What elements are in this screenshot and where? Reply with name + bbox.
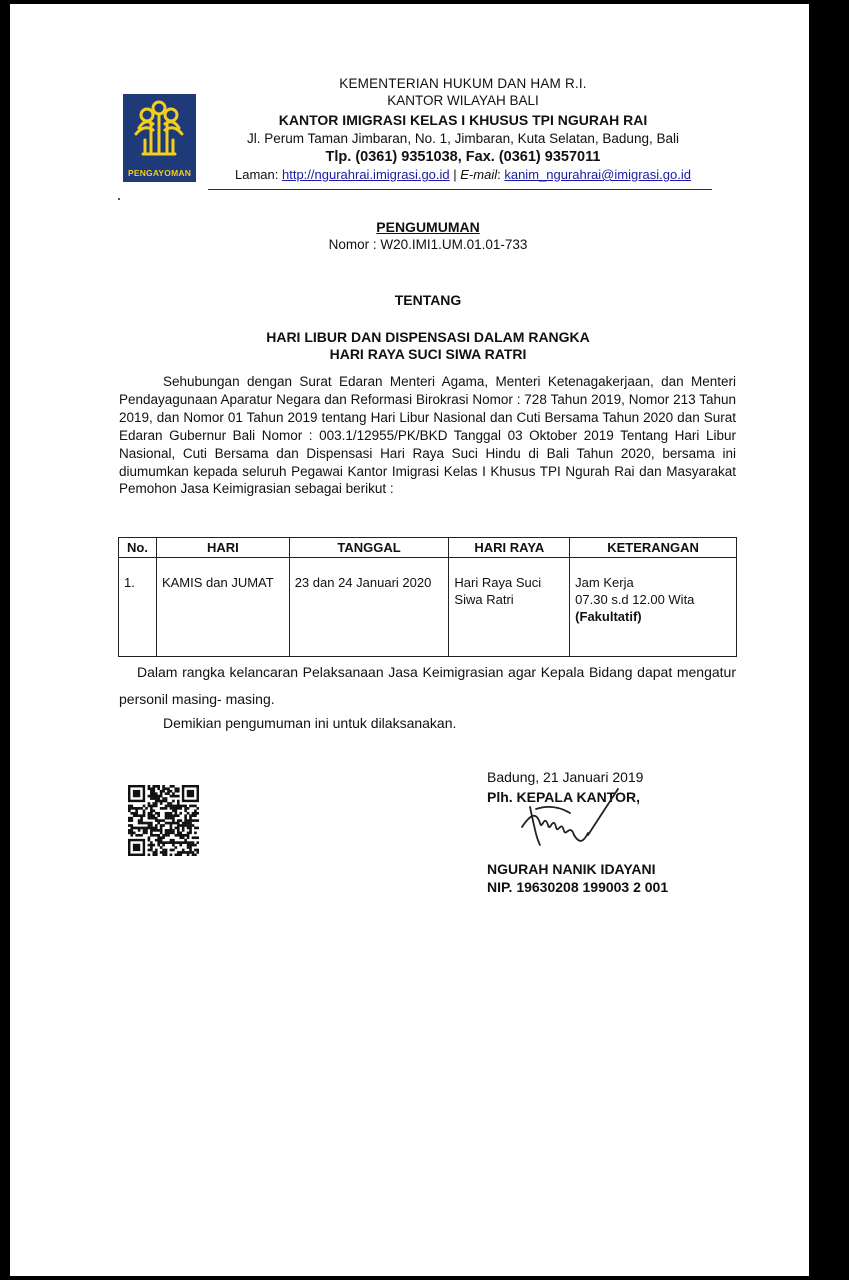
hari-raya-line-1: Hari Raya Suci — [454, 575, 542, 590]
cell-hari: KAMIS dan JUMAT — [156, 558, 289, 657]
office-name: KANTOR IMIGRASI KELAS I KHUSUS TPI NGURAH RAI — [278, 112, 648, 128]
table-row — [119, 558, 737, 657]
intro-paragraph: Sehubungan dengan Surat Edaran Menteri Agama, Menteri Ketenagakerjaan, dan Menteri Pendayagunaan Aparatur Negara dan Reformasi Birokrasi Nomor : 728 Tahun 2019, Nomor 213 Tahun 2019, dan Nomor 01 Tahun 2019 tentang Hari Libur Nasional dan Cuti Bersama Tahun 2020 dan Surat Edaran Gubernur Bali Nomor : 003.1/12955/PK/BKD Tanggal 03 Oktober 2019 Tentang Hari Libur Nasional, Cuti Bersama dan Dispensasi Hari Raya Suci Hindu di Bali Tahun 2020, bersama ini diumumkan kepada seluruh Pegawai Kantor Imigrasi Kelas I Khusus TPI Ngurah Rai dan Masyarakat Pemohon Jasa Keimigrasian sebagai berikut : — [119, 374, 736, 497]
cell-keterangan — [570, 558, 737, 657]
signature-mark — [500, 775, 630, 860]
hari-raya-line-2: Siwa Ratri — [454, 592, 514, 607]
table-header-row — [119, 538, 737, 558]
web-label: Laman: — [235, 167, 282, 182]
document-title: PENGUMUMAN — [376, 219, 480, 235]
logo-label: PENGAYOMAN — [127, 168, 192, 178]
sign-place-date: Badung, 21 Januari 2019 — [487, 769, 644, 785]
header-divider — [208, 189, 712, 190]
holiday-table — [118, 537, 737, 657]
closing-paragraph: Dalam rangka kelancaran Pelaksanaan Jasa Keimigrasian agar Kepala Bidang dapat mengatur personil masing- masing. — [119, 664, 736, 707]
col-header-keterangan: KETERANGAN — [570, 538, 737, 558]
ministry-name: KEMENTERIAN HUKUM DAN HAM R.I. — [339, 76, 587, 91]
tentang-heading: TENTANG — [394, 292, 462, 308]
col-header-no: No. — [119, 538, 157, 558]
keterangan-line-1: Jam Kerja — [575, 575, 634, 590]
office-address: Jl. Perum Taman Jimbaran, No. 1, Jimbaran, Kuta Selatan, Badung, Bali — [247, 131, 679, 146]
signatory-nip: NIP. 19630208 199003 2 001 — [487, 879, 669, 895]
col-header-tanggal: TANGGAL — [289, 538, 449, 558]
keterangan-line-2: 07.30 s.d 12.00 Wita — [575, 592, 695, 607]
office-contacts — [208, 167, 718, 182]
signatory-name: NGURAH NANIK IDAYANI — [487, 861, 656, 877]
qr-code-icon — [128, 785, 199, 856]
subject-line-1: HARI LIBUR DAN DISPENSASI DALAM RANGKA — [266, 329, 590, 345]
email-colon: : — [497, 167, 505, 182]
col-header-hari-raya: HARI RAYA — [449, 538, 570, 558]
cell-no: 1. — [119, 558, 157, 657]
pengayoman-logo-icon — [123, 94, 196, 182]
subject-line-2: HARI RAYA SUCI SIWA RATRI — [329, 346, 527, 362]
email-label: E-mail — [460, 167, 498, 182]
regional-office: KANTOR WILAYAH BALI — [387, 93, 539, 108]
email-link[interactable]: kanim_ngurahrai@imigrasi.go.id — [504, 167, 691, 182]
separator: | — [449, 167, 461, 182]
col-header-hari: HARI — [156, 538, 289, 558]
cell-tanggal: 23 dan 24 Januari 2020 — [289, 558, 449, 657]
final-statement: Demikian pengumuman ini untuk dilaksanakan. — [163, 715, 457, 731]
sign-role: Plh. KEPALA KANTOR, — [487, 789, 640, 805]
stray-mark — [118, 198, 120, 200]
keterangan-line-3: (Fakultatif) — [575, 609, 642, 624]
document-number: Nomor : W20.IMI1.UM.01.01-733 — [328, 237, 528, 252]
office-phone: Tlp. (0361) 9351038, Fax. (0361) 9357011 — [325, 149, 601, 165]
cell-hari-raya — [449, 558, 570, 657]
website-link[interactable]: http://ngurahrai.imigrasi.go.id — [282, 167, 450, 182]
